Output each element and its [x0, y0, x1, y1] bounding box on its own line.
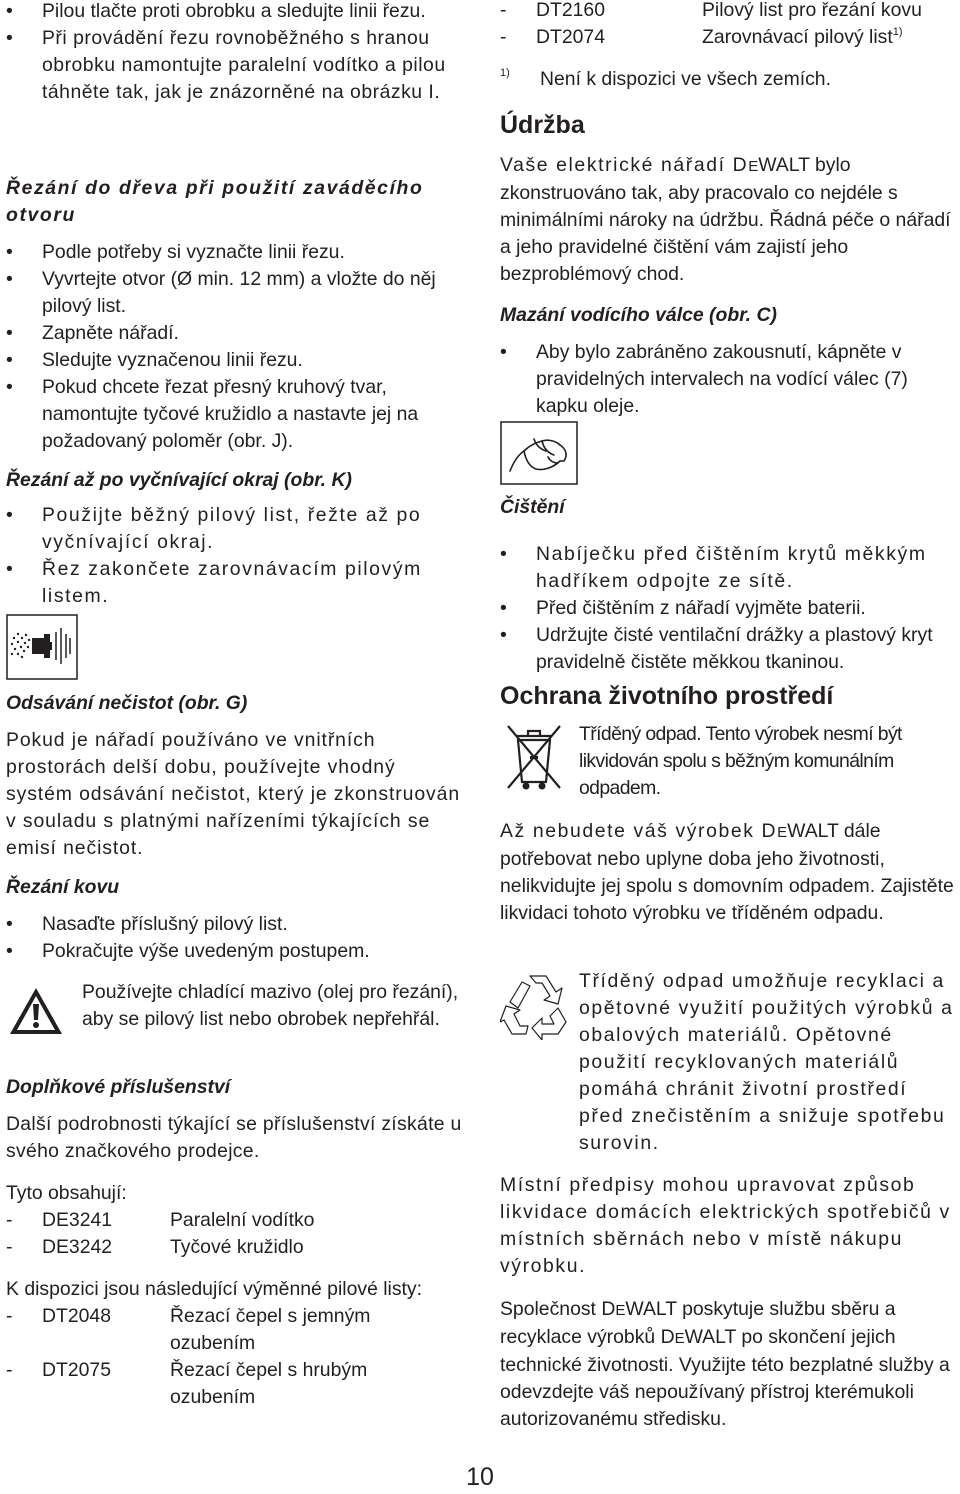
accessory-desc: Tyčové kružidlo: [170, 1236, 304, 1258]
paragraph: Tyto obsahují:: [6, 1182, 127, 1204]
list-item: • Pilou tlačte proti obrobku a sledujte linii řezu.: [6, 0, 468, 25]
blade-desc: Řezací čepel s jemným ozubením: [170, 1305, 371, 1354]
blade-desc: Zarovnávací pilový list$^{1)}$: [702, 26, 903, 48]
page-number: 10: [466, 1463, 494, 1491]
section-heading: Řezání kovu: [6, 876, 120, 898]
paragraph: Místní předpisy mohou upravovat způsob likvidace domácích elektrických spotřebičů v místních sběrnách nebo v místě nákupu výrobku.: [500, 1174, 951, 1277]
section-heading: Čištění: [500, 496, 565, 518]
list-item: [500, 0, 958, 24]
paragraph: Pokud je nářadí používáno ve vnitřních prostorách delší dobu, používejte vhodný systém odsávání nečistot, který je zkonstruován v souladu s platnými nařízeními týkajících se emisí nečistot.: [6, 729, 461, 859]
paragraph: Společnost DEWALT poskytuje službu sběru a recyklace výrobků DEWALT po skončení jejich technické životnosti. Využijte této bezplatné služby a odevzdejte váš nepoužívaný přístroj kterémukoli autorizovanému středisku.: [500, 1298, 950, 1430]
footnote-mark: 1): [500, 67, 510, 79]
paragraph: Tříděný odpad. Tento výrobek nesmí být likvidován spolu s běžným komunálním odpadem.: [579, 723, 902, 799]
list-item: [6, 1303, 468, 1357]
list-item: • Pokud chcete řezat přesný kruhový tvar, namontujte tyčové kružidlo a nastavte jej na požadovaný poloměr (obr. J).: [6, 374, 468, 455]
blade-code: - DT2075: [6, 1357, 170, 1411]
recycle-arrows-icon: [500, 968, 576, 1040]
list-item: • Vyvrtejte otvor (Ø min. 12 mm) a vložte do něj pilový list.: [6, 266, 468, 320]
list-item: • Sledujte vyznačenou linii řezu.: [6, 347, 468, 374]
blade-desc: Řezací čepel s hrubým ozubením: [170, 1359, 368, 1408]
lubrication-hand-icon: [500, 421, 578, 485]
footnote-ref: 1): [892, 26, 903, 38]
section-heading: Řezání až po vyčnívající okraj (obr. K): [6, 469, 352, 491]
accessory-desc: Paralelní vodítko: [170, 1209, 315, 1231]
paragraph: Vaše elektrické nářadí DEWALT bylo zkonstruováno tak, aby pracovalo co nejdéle s minimálními nároky na údržbu. Řádná péče o nářadí a jeho pravidelné čištění vám zajistí jeho bezproblémový chod.: [500, 154, 951, 285]
warning-text: Používejte chladící mazivo (olej pro řezání), aby se pilový list nebo obrobek nepřehřál.: [82, 981, 459, 1030]
paragraph: Další podrobnosti týkající se příslušenství získáte u svého značkového prodejce.: [6, 1113, 462, 1162]
section-heading: Odsávání nečistot (obr. G): [6, 692, 248, 714]
list-item: • Při provádění řezu rovnoběžného s hranou obrobku namontujte paralelní vodítko a pilou táhněte tak, jak je znázorněné na obrázku I.: [6, 25, 468, 106]
list-item: • Řez zakončete zarovnávacím pilovým listem.: [6, 556, 468, 610]
accessory-code: - DE3242: [6, 1234, 170, 1261]
section-heading: Doplňkové příslušenství: [6, 1076, 231, 1098]
list-item: • Nasaďte příslušný pilový list.: [6, 911, 468, 938]
list-item: • Podle potřeby si vyznačte linii řezu.: [6, 239, 468, 266]
blade-desc: Pilový list pro řezání kovu: [702, 0, 922, 21]
footnote-text: Není k dispozici ve všech zemích.: [540, 68, 831, 90]
list-item: • Udržujte čisté ventilační drážky a plastový kryt pravidelně čistěte měkkou tkaninou.: [500, 622, 958, 676]
crossed-bin-icon: [502, 720, 566, 794]
list-item: • Aby bylo zabráněno zakousnutí, kápněte v pravidelných intervalech na vodící válec (7) kapku oleje.: [500, 339, 958, 420]
section-heading: Řezání do dřeva při použití zaváděcího otvoru: [6, 177, 424, 226]
list-item: • Před čištěním z nářadí vyjměte baterii.: [500, 595, 958, 622]
paragraph: K dispozici jsou následující výměnné pilové listy:: [6, 1278, 423, 1300]
list-item: [6, 1234, 468, 1261]
list-item: • Zapněte nářadí.: [6, 320, 468, 347]
paragraph: Až nebudete váš výrobek DEWALT dále potřebovat nebo uplyne doba jeho životnosti, nelikvidujte jej spolu s domovním odpadem. Zajistěte likvidaci tohoto výrobku ve tříděném odpadu.: [500, 820, 954, 924]
warning-triangle-icon: [8, 986, 64, 1036]
paragraph: Tříděný odpad umožňuje recyklaci a opětovné využití použitých výrobků a obalových materiálů. Opětovné použití recyklovaných materiálů pomáhá chránit životní prostředí před znečistěním a snižuje spotřebu surovin.: [579, 970, 954, 1154]
section-heading: Ochrana životního prostředí: [500, 682, 834, 710]
list-item: • Nabíječku před čištěním krytů měkkým hadříkem odpojte ze sítě.: [500, 541, 958, 595]
footnote: [500, 66, 958, 93]
blade-code: - DT2160: [500, 0, 702, 24]
list-item: [6, 1207, 468, 1234]
accessory-code: - DE3241: [6, 1207, 170, 1234]
dust-extraction-icon: [6, 614, 78, 680]
section-heading: Údržba: [500, 111, 585, 139]
blade-code: - DT2074: [500, 24, 702, 51]
list-item: • Pokračujte výše uvedeným postupem.: [6, 938, 468, 965]
list-item: • Použijte běžný pilový list, řežte až po vyčnívající okraj.: [6, 502, 468, 556]
list-item: [6, 1357, 468, 1411]
list-item: [500, 24, 958, 51]
blade-code: - DT2048: [6, 1303, 170, 1357]
section-heading: Mazání vodícího válce (obr. C): [500, 304, 777, 326]
